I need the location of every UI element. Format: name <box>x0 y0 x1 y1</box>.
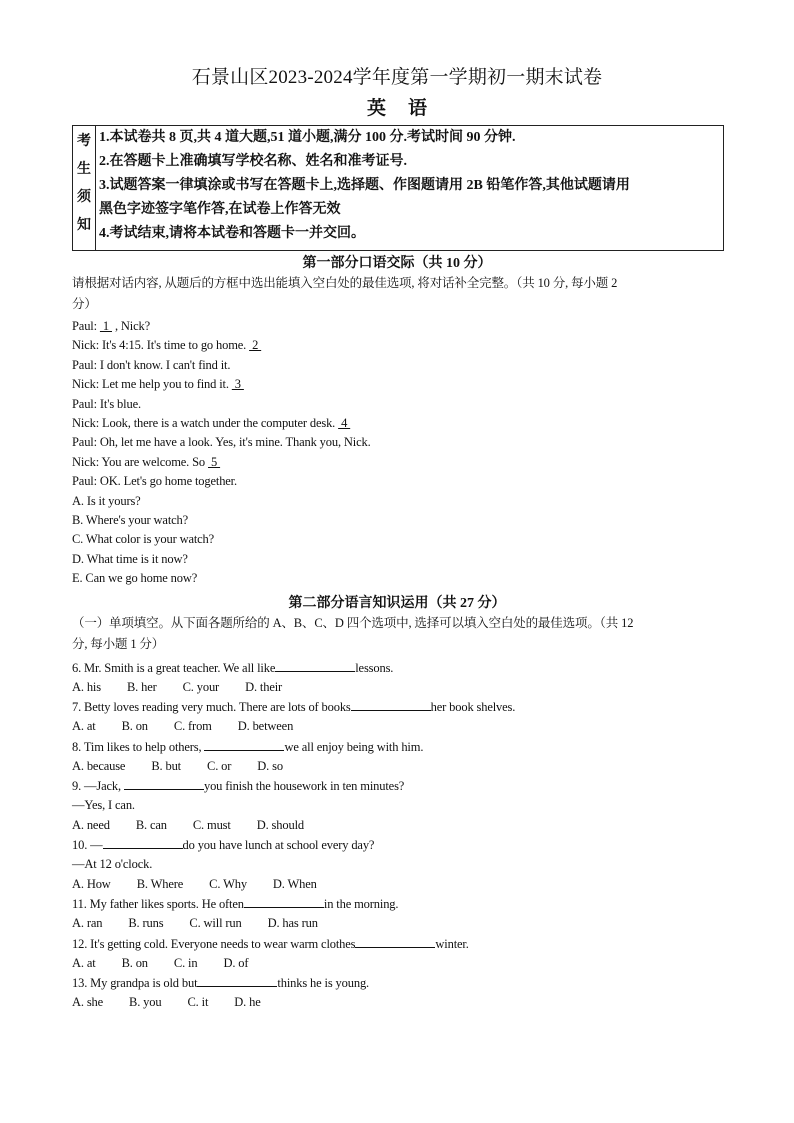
answer-blank[interactable] <box>124 776 204 790</box>
dialogue-line <box>72 472 237 492</box>
question-text: 12. It's getting cold. Everyone needs to wear warm clothes <box>72 937 356 951</box>
option-item: A. Is it yours? <box>72 494 141 508</box>
notice-item: 4.考试结束,请将本试卷和答题卡一并交回。 <box>99 226 365 241</box>
option-choice[interactable]: C. from <box>173 719 212 733</box>
dialogue-line <box>72 317 150 337</box>
part1-instruction: 分） <box>72 297 97 311</box>
question-text: 11. My father likes sports. He often <box>72 897 244 911</box>
notice-label-char: 须 <box>77 190 91 205</box>
option-choice[interactable]: A. at <box>72 719 96 733</box>
option-choice[interactable]: B. you <box>129 995 162 1009</box>
question-reply: —Yes, I can. <box>72 798 135 812</box>
question-text: 10. — <box>72 838 103 852</box>
option-row <box>72 678 308 698</box>
question-text: winter. <box>435 937 469 951</box>
notice-item: 2.在答题卡上准确填写学校名称、姓名和准考证号. <box>99 154 407 169</box>
notice-item: 黑色字迹签字笔作答,在试卷上作答无效 <box>99 202 341 217</box>
option-item: C. What color is your watch? <box>72 532 215 546</box>
question-text: lessons. <box>355 661 394 675</box>
question-text: we all enjoy being with him. <box>284 740 424 754</box>
option-choice[interactable]: D. When <box>272 877 317 891</box>
notice-item: 1.本试卷共 8 页,共 4 道大题,51 道小题,满分 100 分.考试时间 90 分钟. <box>99 130 516 145</box>
question-stem <box>72 658 393 679</box>
option-row <box>72 757 309 777</box>
option-item: D. What time is it now? <box>72 552 188 566</box>
notice-label <box>73 126 96 250</box>
candidate-notice-box <box>72 125 724 251</box>
option-choice[interactable]: A. need <box>72 818 110 832</box>
part2-instruction: 分, 每小题 1 分） <box>72 637 165 651</box>
exam-title: 石景山区2023-2024学年度第一学期初一期末试卷 <box>191 67 603 88</box>
option-choice[interactable]: C. or <box>207 759 232 773</box>
option-choice[interactable]: C. your <box>182 680 220 694</box>
dialogue-text: Nick: You are welcome. So <box>72 455 209 469</box>
option-row <box>72 914 344 934</box>
question-stem <box>72 697 515 718</box>
answer-blank[interactable] <box>197 973 277 987</box>
option-row <box>72 816 330 836</box>
option-choice[interactable]: C. it <box>187 995 209 1009</box>
option-row <box>72 954 274 974</box>
option-choice[interactable]: D. between <box>237 719 294 733</box>
part1-heading: 第一部分口语交际（共 10 分） <box>302 256 492 271</box>
option-choice[interactable]: A. she <box>72 995 104 1009</box>
option-choice[interactable]: B. on <box>121 719 148 733</box>
question-stem <box>72 737 423 758</box>
answer-blank[interactable] <box>351 697 431 711</box>
notice-items <box>96 126 723 250</box>
question-text: in the morning. <box>323 897 399 911</box>
option-choice[interactable]: B. Where <box>136 877 184 891</box>
subject-title: 英语 <box>366 98 449 119</box>
question-stem <box>72 894 398 915</box>
notice-label-char: 生 <box>77 162 91 177</box>
question-text: thinks he is young. <box>277 976 370 990</box>
dialogue-line <box>72 395 141 415</box>
option-row <box>72 993 287 1013</box>
answer-blank[interactable] <box>275 658 355 672</box>
question-text: 8. Tim likes to help others, <box>72 740 205 754</box>
dialogue-line <box>72 433 371 453</box>
answer-blank-number[interactable]: 2 <box>249 338 262 352</box>
question-reply: —At 12 o'clock. <box>72 857 153 871</box>
dialogue-line <box>72 453 220 473</box>
option-choice[interactable]: B. on <box>121 956 148 970</box>
dialogue-line <box>72 356 230 376</box>
question-stem <box>72 776 404 797</box>
dialogue-text: Nick: Look, there is a watch under the computer desk. <box>72 416 339 430</box>
option-choice[interactable]: D. he <box>234 995 261 1009</box>
answer-blank[interactable] <box>204 737 284 751</box>
question-text: her book shelves. <box>430 700 516 714</box>
question-stem <box>72 835 374 856</box>
dialogue-text: Paul: <box>72 319 100 333</box>
option-choice[interactable]: A. at <box>72 956 96 970</box>
question-text: you finish the housework in ten minutes? <box>203 779 405 793</box>
dialogue-text: , Nick? <box>111 319 151 333</box>
option-choice[interactable]: D. has run <box>267 916 318 930</box>
option-choice[interactable]: D. should <box>256 818 304 832</box>
dialogue-line <box>72 336 261 356</box>
option-choice[interactable]: C. must <box>192 818 231 832</box>
option-row <box>72 875 343 895</box>
notice-label-char: 知 <box>77 218 91 233</box>
dialogue-text: Paul: OK. Let's go home together. <box>72 474 237 488</box>
answer-blank-number[interactable]: 1 <box>99 319 112 333</box>
question-text: 7. Betty loves reading very much. There are lots of books <box>72 700 351 714</box>
option-choice[interactable]: C. will run <box>189 916 242 930</box>
option-choice[interactable]: C. Why <box>209 877 247 891</box>
question-text: 6. Mr. Smith is a great teacher. We all like <box>72 661 276 675</box>
answer-blank-number[interactable]: 5 <box>208 455 221 469</box>
answer-blank-number[interactable]: 3 <box>231 377 244 391</box>
question-stem <box>72 934 469 955</box>
option-choice[interactable]: C. in <box>173 956 198 970</box>
answer-blank-number[interactable]: 4 <box>338 416 351 430</box>
dialogue-line <box>72 375 244 395</box>
option-choice[interactable]: B. can <box>135 818 167 832</box>
question-stem <box>72 973 369 994</box>
part2-instruction: （一）单项填空。从下面各题所给的 A、B、C、D 四个选项中, 选择可以填入空白处的最佳选项。（共 12 <box>72 616 634 630</box>
dialogue-text: Paul: Oh, let me have a look. Yes, it's mine. Thank you, Nick. <box>72 435 371 449</box>
notice-item: 3.试题答案一律填涂或书写在答题卡上,选择题、作图题请用 2B 铅笔作答,其他试题请用 <box>99 178 630 193</box>
option-choice[interactable]: A. How <box>72 877 111 891</box>
option-choice[interactable]: D. of <box>223 956 249 970</box>
question-text: 13. My grandpa is old but <box>72 976 198 990</box>
dialogue-text: Nick: Let me help you to find it. <box>72 377 232 391</box>
answer-blank[interactable] <box>244 894 324 908</box>
question-text: do you have lunch at school every day? <box>182 838 375 852</box>
answer-blank[interactable] <box>355 934 435 948</box>
notice-label-char: 考 <box>77 134 91 149</box>
option-item: E. Can we go home now? <box>72 571 198 585</box>
option-choice[interactable]: D. their <box>245 680 283 694</box>
option-row <box>72 717 319 737</box>
dialogue-line <box>72 414 350 434</box>
part1-instruction: 请根据对话内容, 从题后的方框中选出能填入空白处的最佳选项, 将对话补全完整。（共 10 分, 每小题 2 <box>72 276 618 290</box>
question-text: 9. —Jack, <box>72 779 124 793</box>
option-choice[interactable]: A. his <box>72 680 101 694</box>
option-choice[interactable]: A. because <box>72 759 126 773</box>
option-choice[interactable]: A. ran <box>72 916 103 930</box>
option-choice[interactable]: B. her <box>126 680 157 694</box>
option-choice[interactable]: B. runs <box>128 916 164 930</box>
option-choice[interactable]: D. so <box>257 759 283 773</box>
dialogue-text: Nick: It's 4:15. It's time to go home. <box>72 338 250 352</box>
dialogue-text: Paul: It's blue. <box>72 397 141 411</box>
dialogue-text: Paul: I don't know. I can't find it. <box>72 358 231 372</box>
part2-heading: 第二部分语言知识运用（共 27 分） <box>288 596 506 611</box>
option-choice[interactable]: B. but <box>151 759 182 773</box>
answer-blank[interactable] <box>103 835 183 849</box>
option-item: B. Where's your watch? <box>72 513 189 527</box>
